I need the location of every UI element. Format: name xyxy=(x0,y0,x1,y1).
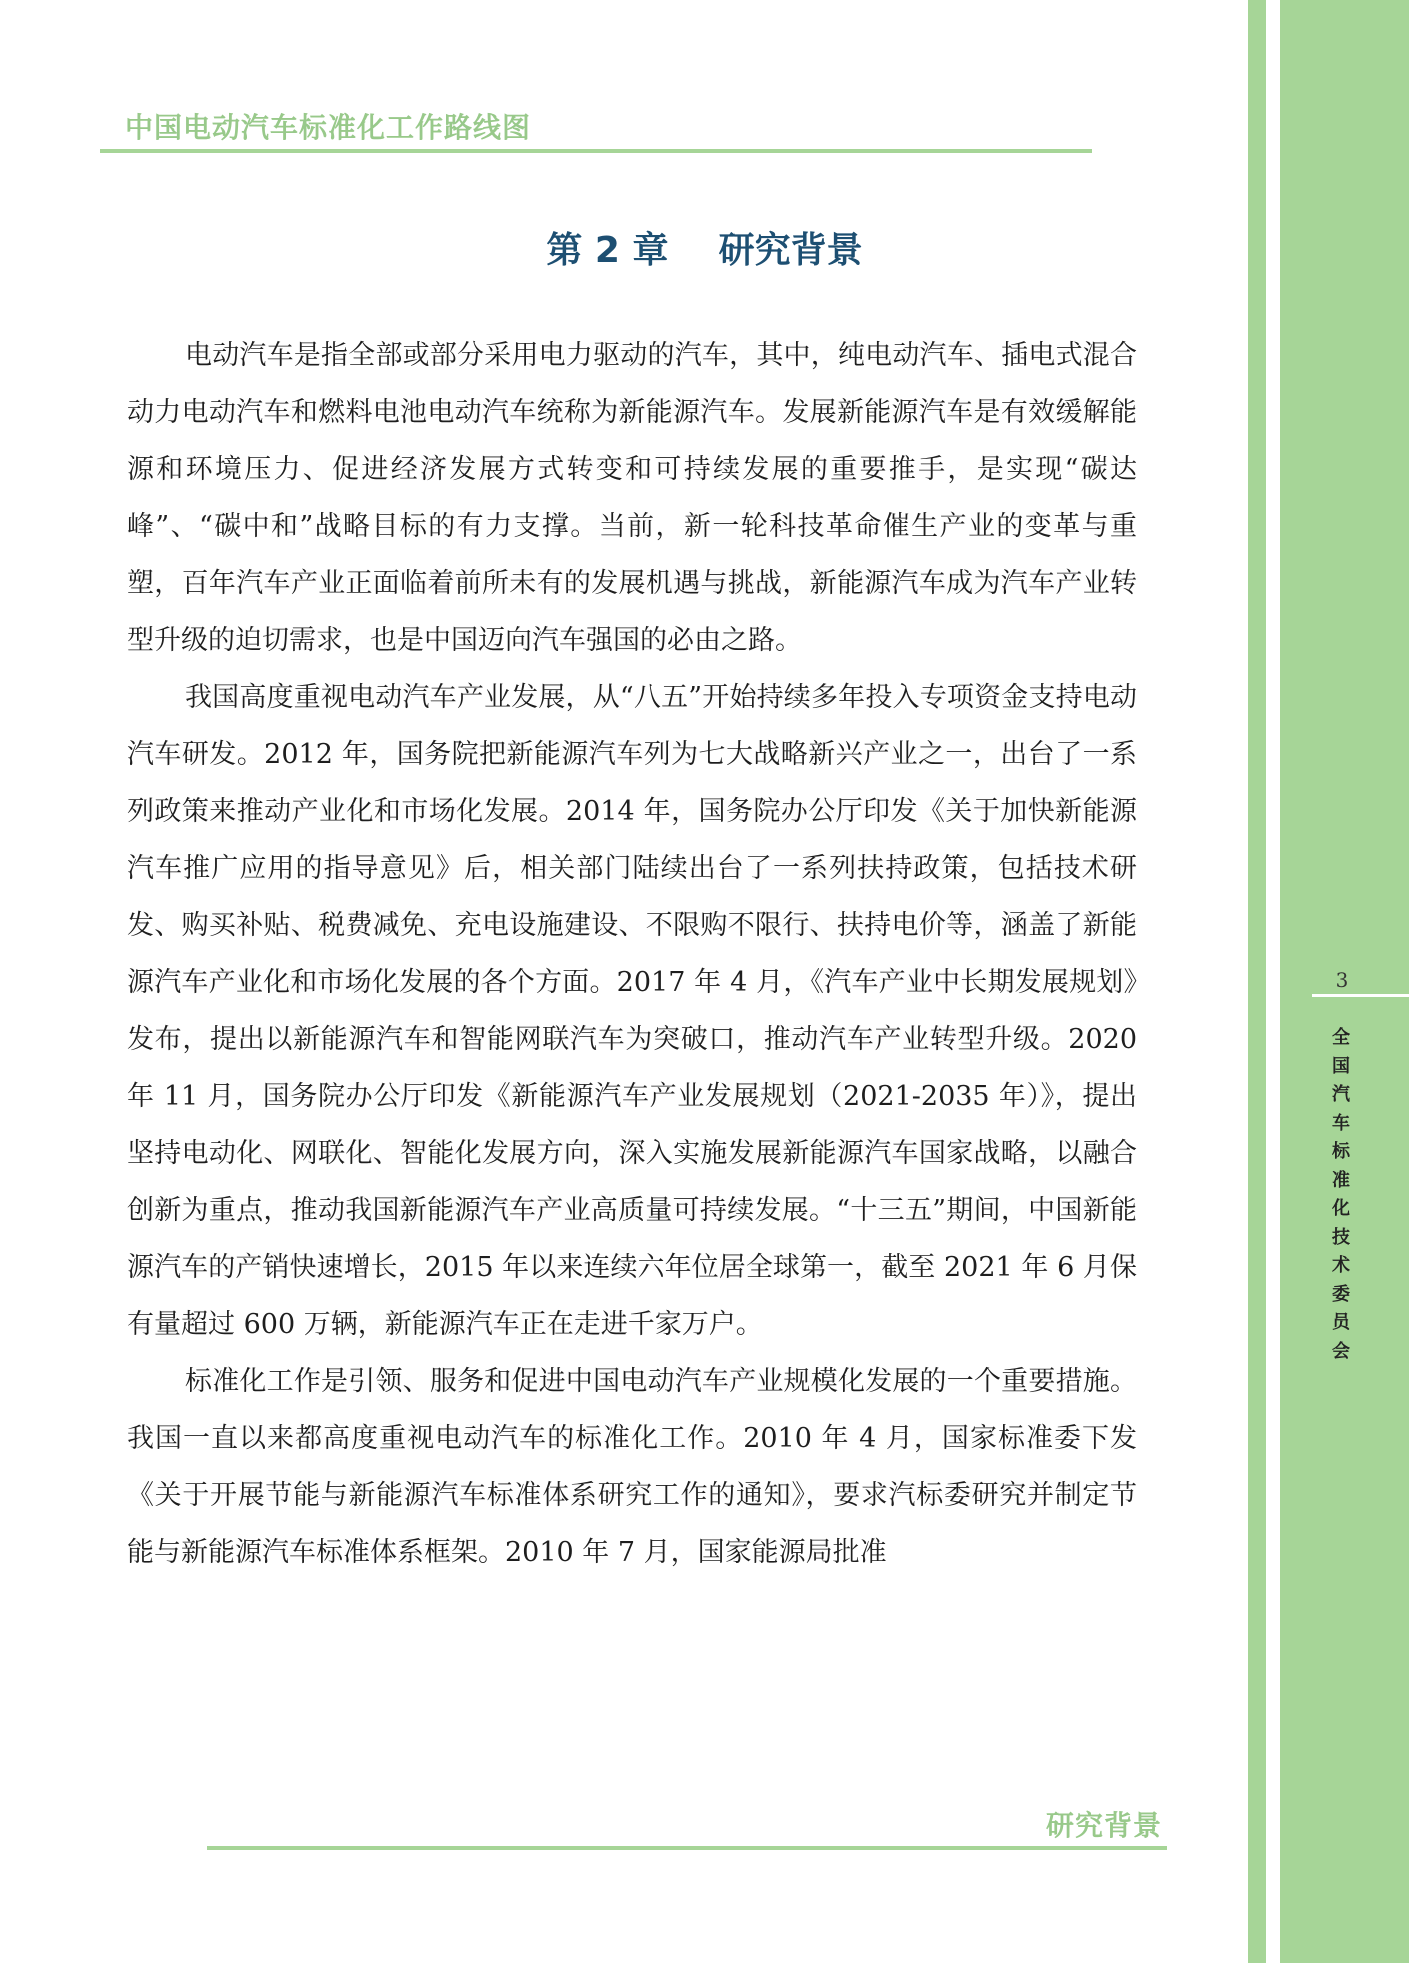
running-footer-section: 研究背景 xyxy=(1046,1809,1163,1842)
side-strip-thin xyxy=(1248,0,1266,1963)
sidebar-char: 员 xyxy=(1332,1312,1350,1333)
sidebar-char: 标 xyxy=(1332,1141,1350,1162)
sidebar-char: 委 xyxy=(1332,1283,1350,1305)
paragraph: 电动汽车是指全部或部分采用电力驱动的汽车，其中，纯电动汽车、插电式混合动力电动汽车和燃料电池电动汽车统称为新能源汽车。发展新能源汽车是有效缓解能源和环境压力、促进经济发展方式转变和可持续发展的重要推手，是实现“碳达峰”、“碳中和”战略目标的有力支撑。当前，新一轮科技革命催生产业的变革与重塑，百年汽车产业正面临着前所未有的发展机遇与挑战，新能源汽车成为汽车产业转型升级的迫切需求，也是中国迈向汽车强国的必由之路。 xyxy=(127,340,1137,656)
sidebar-char: 会 xyxy=(1332,1340,1350,1362)
sidebar-char: 国 xyxy=(1332,1055,1350,1077)
running-header-title: 中国电动汽车标准化工作路线图 xyxy=(125,111,532,144)
sidebar-char: 化 xyxy=(1332,1198,1350,1219)
sidebar-char: 术 xyxy=(1332,1255,1350,1276)
header-rule xyxy=(100,149,1092,153)
body-text xyxy=(127,327,1137,1581)
sidebar-char: 准 xyxy=(1332,1169,1350,1191)
sidebar-committee-name xyxy=(1326,1024,1356,1366)
sidebar-char: 汽 xyxy=(1332,1084,1350,1105)
page-number: 3 xyxy=(1335,968,1349,992)
chapter-title: 第 2 章 研究背景 xyxy=(546,230,863,271)
sidebar-char: 全 xyxy=(1332,1027,1350,1048)
sidebar-char: 车 xyxy=(1332,1112,1350,1134)
sidebar-rule xyxy=(1312,994,1409,997)
sidebar-char: 技 xyxy=(1332,1226,1350,1248)
paragraph: 标准化工作是引领、服务和促进中国电动汽车产业规模化发展的一个重要措施。我国一直以来都高度重视电动汽车的标准化工作。2010 年 4 月，国家标准委下发《关于开展节能与新能源汽车标准体系研究工作的通知》，要求汽标委研究并制定节能与新能源汽车标准体系框架。2010 年 7 月，国家能源局批准 xyxy=(127,1366,1137,1568)
footer-rule xyxy=(207,1846,1167,1850)
paragraph: 我国高度重视电动汽车产业发展，从“八五”开始持续多年投入专项资金支持电动汽车研发。2012 年，国务院把新能源汽车列为七大战略新兴产业之一，出台了一系列政策来推动产业化和市场化发展。2014 年，国务院办公厅印发《关于加快新能源汽车推广应用的指导意见》后，相关部门陆续出台了一系列扶持政策，包括技术研发、购买补贴、税费减免、充电设施建设、不限购不限行、扶持电价等，涵盖了新能源汽车产业化和市场化发展的各个方面。2017 年 4 月，《汽车产业中长期发展规划》发布，提出以新能源汽车和智能网联汽车为突破口，推动汽车产业转型升级。2020 年 11 月，国务院办公厅印发《新能源汽车产业发展规划（2021-2035 年）》，提出坚持电动化、网联化、智能化发展方向，深入实施发展新能源汽车国家战略，以融合创新为重点，推动我国新能源汽车产业高质量可持续发展。“十三五”期间，中国新能源汽车的产销快速增长，2015 年以来连续六年位居全球第一，截至 2021 年 6 月保有量超过 600 万辆，新能源汽车正在走进千家万户。 xyxy=(127,682,1137,1340)
